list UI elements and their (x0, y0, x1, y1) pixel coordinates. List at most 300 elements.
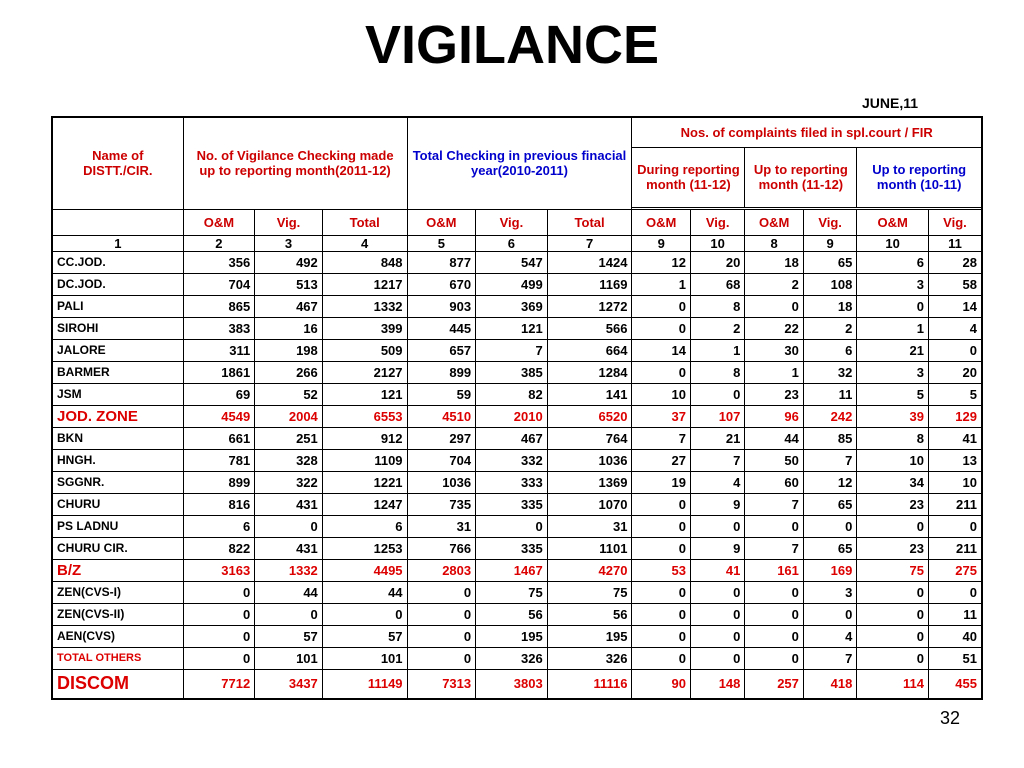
value-cell: 0 (632, 603, 691, 625)
value-cell: 3 (803, 581, 856, 603)
value-cell: 2 (690, 317, 744, 339)
value-cell: 20 (690, 251, 744, 273)
value-cell: 0 (857, 515, 929, 537)
value-cell: 0 (857, 295, 929, 317)
value-cell: 75 (476, 581, 548, 603)
value-cell: 40 (928, 625, 982, 647)
value-cell: 0 (803, 603, 856, 625)
value-cell: 0 (745, 603, 804, 625)
value-cell: 1332 (322, 295, 407, 317)
value-cell: 53 (632, 559, 691, 581)
value-cell: 65 (803, 493, 856, 515)
value-cell: 0 (857, 625, 929, 647)
value-cell: 0 (632, 295, 691, 317)
value-cell: 23 (745, 383, 804, 405)
value-cell: 431 (255, 493, 323, 515)
header-upto: Up to reporting month (11-12) (745, 147, 857, 207)
index-cell: 5 (407, 235, 476, 251)
subheader-cell: Total (547, 209, 632, 235)
value-cell: 3 (857, 273, 929, 295)
value-cell: 75 (857, 559, 929, 581)
header-complaints: Nos. of complaints filed in spl.court / FIR (632, 117, 982, 147)
value-cell: 195 (547, 625, 632, 647)
value-cell: 85 (803, 427, 856, 449)
value-cell: 509 (322, 339, 407, 361)
value-cell: 37 (632, 405, 691, 427)
value-cell: 0 (690, 581, 744, 603)
value-cell: 766 (407, 537, 476, 559)
value-cell: 0 (632, 537, 691, 559)
header-upto-prev: Up to reporting month (10-11) (857, 147, 982, 207)
value-cell: 1467 (476, 559, 548, 581)
row-name: ZEN(CVS-I) (52, 581, 183, 603)
value-cell: 0 (690, 383, 744, 405)
value-cell: 21 (857, 339, 929, 361)
value-cell: 30 (745, 339, 804, 361)
value-cell: 7 (745, 493, 804, 515)
row-name: AEN(CVS) (52, 625, 183, 647)
value-cell: 445 (407, 317, 476, 339)
value-cell: 1217 (322, 273, 407, 295)
value-cell: 899 (183, 471, 255, 493)
value-cell: 3437 (255, 669, 323, 699)
value-cell: 1332 (255, 559, 323, 581)
value-cell: 1272 (547, 295, 632, 317)
row-name: HNGH. (52, 449, 183, 471)
value-cell: 0 (183, 625, 255, 647)
value-cell: 661 (183, 427, 255, 449)
index-cell: 9 (803, 235, 856, 251)
value-cell: 107 (690, 405, 744, 427)
value-cell: 23 (857, 537, 929, 559)
value-cell: 11 (928, 603, 982, 625)
value-cell: 19 (632, 471, 691, 493)
value-cell: 4549 (183, 405, 255, 427)
value-cell: 31 (547, 515, 632, 537)
value-cell: 0 (632, 361, 691, 383)
value-cell: 0 (690, 515, 744, 537)
value-cell: 0 (183, 603, 255, 625)
value-cell: 0 (745, 581, 804, 603)
value-cell: 251 (255, 427, 323, 449)
value-cell: 0 (407, 581, 476, 603)
value-cell: 0 (745, 625, 804, 647)
index-cell: 10 (690, 235, 744, 251)
value-cell: 4495 (322, 559, 407, 581)
row-name: DC.JOD. (52, 273, 183, 295)
value-cell: 7 (690, 449, 744, 471)
value-cell: 0 (183, 581, 255, 603)
value-cell: 21 (690, 427, 744, 449)
subheader-cell: O&M (407, 209, 476, 235)
table-row (52, 273, 982, 295)
value-cell: 7 (745, 537, 804, 559)
row-name: SIROHI (52, 317, 183, 339)
value-cell: 0 (928, 515, 982, 537)
value-cell: 764 (547, 427, 632, 449)
value-cell: 11149 (322, 669, 407, 699)
value-cell: 75 (547, 581, 632, 603)
table-row (52, 471, 982, 493)
value-cell: 44 (322, 581, 407, 603)
value-cell: 266 (255, 361, 323, 383)
value-cell: 13 (928, 449, 982, 471)
value-cell: 57 (322, 625, 407, 647)
value-cell: 4510 (407, 405, 476, 427)
value-cell: 0 (322, 603, 407, 625)
value-cell: 27 (632, 449, 691, 471)
value-cell: 65 (803, 537, 856, 559)
value-cell: 52 (255, 383, 323, 405)
value-cell: 11116 (547, 669, 632, 699)
index-cell: 8 (745, 235, 804, 251)
value-cell: 0 (476, 515, 548, 537)
index-cell: 4 (322, 235, 407, 251)
value-cell: 10 (632, 383, 691, 405)
value-cell: 328 (255, 449, 323, 471)
value-cell: 2010 (476, 405, 548, 427)
value-cell: 322 (255, 471, 323, 493)
value-cell: 467 (255, 295, 323, 317)
value-cell: 1036 (547, 449, 632, 471)
value-cell: 5 (857, 383, 929, 405)
index-cell: 10 (857, 235, 929, 251)
value-cell: 6 (803, 339, 856, 361)
value-cell: 735 (407, 493, 476, 515)
value-cell: 101 (322, 647, 407, 669)
table-row (52, 317, 982, 339)
value-cell: 0 (857, 603, 929, 625)
value-cell: 32 (803, 361, 856, 383)
table-row (52, 449, 982, 471)
value-cell: 1247 (322, 493, 407, 515)
table-row (52, 625, 982, 647)
value-cell: 195 (476, 625, 548, 647)
subheader-cell: O&M (857, 209, 929, 235)
row-name: PS LADNU (52, 515, 183, 537)
value-cell: 9 (690, 493, 744, 515)
slide-number: 32 (940, 708, 961, 728)
value-cell: 7 (803, 449, 856, 471)
subheader-cell: O&M (745, 209, 804, 235)
value-cell: 242 (803, 405, 856, 427)
value-cell: 121 (322, 383, 407, 405)
header-during: During reporting month (11-12) (632, 147, 745, 207)
value-cell: 57 (255, 625, 323, 647)
value-cell: 369 (476, 295, 548, 317)
value-cell: 7 (632, 427, 691, 449)
value-cell: 18 (745, 251, 804, 273)
table-row (52, 339, 982, 361)
table-row (52, 251, 982, 273)
row-name: CHURU (52, 493, 183, 515)
value-cell: 10 (857, 449, 929, 471)
value-cell: 848 (322, 251, 407, 273)
subheader-cell: Vig. (255, 209, 323, 235)
value-cell: 657 (407, 339, 476, 361)
value-cell: 670 (407, 273, 476, 295)
value-cell: 1369 (547, 471, 632, 493)
value-cell: 1 (632, 273, 691, 295)
value-cell: 7313 (407, 669, 476, 699)
value-cell: 383 (183, 317, 255, 339)
value-cell: 1284 (547, 361, 632, 383)
value-cell: 141 (547, 383, 632, 405)
header-prev-year: Total Checking in previous finacial year(2010-2011) (407, 117, 632, 209)
value-cell: 0 (803, 515, 856, 537)
value-cell: 34 (857, 471, 929, 493)
value-cell: 6 (322, 515, 407, 537)
value-cell: 3163 (183, 559, 255, 581)
value-cell: 0 (632, 493, 691, 515)
value-cell: 1861 (183, 361, 255, 383)
value-cell: 59 (407, 383, 476, 405)
value-cell: 335 (476, 537, 548, 559)
value-cell: 431 (255, 537, 323, 559)
value-cell: 51 (928, 647, 982, 669)
value-cell: 333 (476, 471, 548, 493)
index-cell: 11 (928, 235, 982, 251)
value-cell: 169 (803, 559, 856, 581)
value-cell: 326 (476, 647, 548, 669)
row-name: TOTAL OTHERS (52, 647, 183, 669)
value-cell: 0 (632, 515, 691, 537)
value-cell: 704 (183, 273, 255, 295)
value-cell: 1 (857, 317, 929, 339)
value-cell: 0 (255, 515, 323, 537)
discom-row (52, 669, 982, 699)
value-cell: 0 (690, 603, 744, 625)
value-cell: 1070 (547, 493, 632, 515)
row-name: B/Z (52, 559, 183, 581)
value-cell: 1424 (547, 251, 632, 273)
table-row (52, 493, 982, 515)
row-name: DISCOM (52, 669, 183, 699)
value-cell: 41 (690, 559, 744, 581)
subheader-cell: Vig. (928, 209, 982, 235)
tothers-row (52, 647, 982, 669)
value-cell: 161 (745, 559, 804, 581)
value-cell: 6520 (547, 405, 632, 427)
value-cell: 6 (183, 515, 255, 537)
value-cell: 8 (690, 361, 744, 383)
value-cell: 4270 (547, 559, 632, 581)
value-cell: 10 (928, 471, 982, 493)
table-row (52, 581, 982, 603)
value-cell: 513 (255, 273, 323, 295)
index-cell: 6 (476, 235, 548, 251)
value-cell: 816 (183, 493, 255, 515)
value-cell: 418 (803, 669, 856, 699)
value-cell: 14 (632, 339, 691, 361)
value-cell: 566 (547, 317, 632, 339)
value-cell: 211 (928, 493, 982, 515)
row-name: JALORE (52, 339, 183, 361)
value-cell: 14 (928, 295, 982, 317)
value-cell: 455 (928, 669, 982, 699)
value-cell: 0 (255, 603, 323, 625)
table-row (52, 295, 982, 317)
value-cell: 2127 (322, 361, 407, 383)
value-cell: 121 (476, 317, 548, 339)
value-cell: 39 (857, 405, 929, 427)
value-cell: 492 (255, 251, 323, 273)
value-cell: 3803 (476, 669, 548, 699)
index-cell: 1 (52, 235, 183, 251)
value-cell: 2 (803, 317, 856, 339)
value-cell: 7 (476, 339, 548, 361)
value-cell: 2803 (407, 559, 476, 581)
value-cell: 3 (857, 361, 929, 383)
index-cell: 3 (255, 235, 323, 251)
value-cell: 1 (690, 339, 744, 361)
header-name: Name of DISTT./CIR. (52, 117, 183, 209)
value-cell: 0 (690, 647, 744, 669)
value-cell: 108 (803, 273, 856, 295)
table-row (52, 361, 982, 383)
value-cell: 22 (745, 317, 804, 339)
value-cell: 12 (632, 251, 691, 273)
table-row (52, 603, 982, 625)
value-cell: 1 (745, 361, 804, 383)
value-cell: 664 (547, 339, 632, 361)
value-cell: 129 (928, 405, 982, 427)
value-cell: 16 (255, 317, 323, 339)
value-cell: 356 (183, 251, 255, 273)
value-cell: 0 (928, 339, 982, 361)
value-cell: 1101 (547, 537, 632, 559)
value-cell: 0 (745, 515, 804, 537)
value-cell: 6553 (322, 405, 407, 427)
value-cell: 781 (183, 449, 255, 471)
row-name: CHURU CIR. (52, 537, 183, 559)
vigilance-table (51, 116, 983, 700)
subheader-cell: Vig. (476, 209, 548, 235)
row-name: BARMER (52, 361, 183, 383)
value-cell: 499 (476, 273, 548, 295)
value-cell: 0 (407, 625, 476, 647)
index-cell: 2 (183, 235, 255, 251)
value-cell: 60 (745, 471, 804, 493)
value-cell: 56 (476, 603, 548, 625)
value-cell: 41 (928, 427, 982, 449)
value-cell: 31 (407, 515, 476, 537)
row-name: PALI (52, 295, 183, 317)
value-cell: 148 (690, 669, 744, 699)
table-row (52, 515, 982, 537)
value-cell: 4 (928, 317, 982, 339)
value-cell: 547 (476, 251, 548, 273)
row-name: CC.JOD. (52, 251, 183, 273)
total-row (52, 405, 982, 427)
value-cell: 311 (183, 339, 255, 361)
value-cell: 467 (476, 427, 548, 449)
value-cell: 899 (407, 361, 476, 383)
value-cell: 704 (407, 449, 476, 471)
value-cell: 0 (632, 647, 691, 669)
value-cell: 7712 (183, 669, 255, 699)
value-cell: 90 (632, 669, 691, 699)
value-cell: 332 (476, 449, 548, 471)
value-cell: 1109 (322, 449, 407, 471)
value-cell: 6 (857, 251, 929, 273)
value-cell: 0 (407, 603, 476, 625)
value-cell: 2004 (255, 405, 323, 427)
value-cell: 28 (928, 251, 982, 273)
value-cell: 903 (407, 295, 476, 317)
value-cell: 11 (803, 383, 856, 405)
row-name: BKN (52, 427, 183, 449)
value-cell: 0 (745, 295, 804, 317)
row-name: SGGNR. (52, 471, 183, 493)
index-cell: 9 (632, 235, 691, 251)
value-cell: 56 (547, 603, 632, 625)
value-cell: 114 (857, 669, 929, 699)
value-cell: 23 (857, 493, 929, 515)
value-cell: 1036 (407, 471, 476, 493)
value-cell: 822 (183, 537, 255, 559)
value-cell: 385 (476, 361, 548, 383)
value-cell: 877 (407, 251, 476, 273)
table-row (52, 383, 982, 405)
value-cell: 68 (690, 273, 744, 295)
value-cell: 0 (407, 647, 476, 669)
value-cell: 0 (928, 581, 982, 603)
value-cell: 12 (803, 471, 856, 493)
value-cell: 82 (476, 383, 548, 405)
value-cell: 4 (690, 471, 744, 493)
value-cell: 8 (857, 427, 929, 449)
subheader-cell: Vig. (803, 209, 856, 235)
row-name: JSM (52, 383, 183, 405)
index-cell: 7 (547, 235, 632, 251)
header-vig-checking: No. of Vigilance Checking made up to reporting month(2011-12) (183, 117, 407, 209)
row-name: ZEN(CVS-II) (52, 603, 183, 625)
value-cell: 58 (928, 273, 982, 295)
value-cell: 4 (803, 625, 856, 647)
report-date: JUNE,11 (862, 95, 919, 111)
value-cell: 1169 (547, 273, 632, 295)
subheader-cell: Total (322, 209, 407, 235)
value-cell: 211 (928, 537, 982, 559)
value-cell: 0 (632, 625, 691, 647)
value-cell: 44 (745, 427, 804, 449)
table-row (52, 427, 982, 449)
value-cell: 7 (803, 647, 856, 669)
value-cell: 0 (690, 625, 744, 647)
value-cell: 0 (183, 647, 255, 669)
table-row (52, 537, 982, 559)
value-cell: 0 (632, 581, 691, 603)
value-cell: 335 (476, 493, 548, 515)
value-cell: 865 (183, 295, 255, 317)
subheader-cell: Vig. (690, 209, 744, 235)
value-cell: 275 (928, 559, 982, 581)
value-cell: 8 (690, 295, 744, 317)
value-cell: 0 (857, 581, 929, 603)
value-cell: 65 (803, 251, 856, 273)
page-title: VIGILANCE (364, 15, 660, 75)
value-cell: 198 (255, 339, 323, 361)
value-cell: 101 (255, 647, 323, 669)
value-cell: 50 (745, 449, 804, 471)
value-cell: 18 (803, 295, 856, 317)
subheader-cell: O&M (183, 209, 255, 235)
value-cell: 0 (745, 647, 804, 669)
value-cell: 1221 (322, 471, 407, 493)
total-row (52, 559, 982, 581)
row-name: JOD. ZONE (52, 405, 183, 427)
